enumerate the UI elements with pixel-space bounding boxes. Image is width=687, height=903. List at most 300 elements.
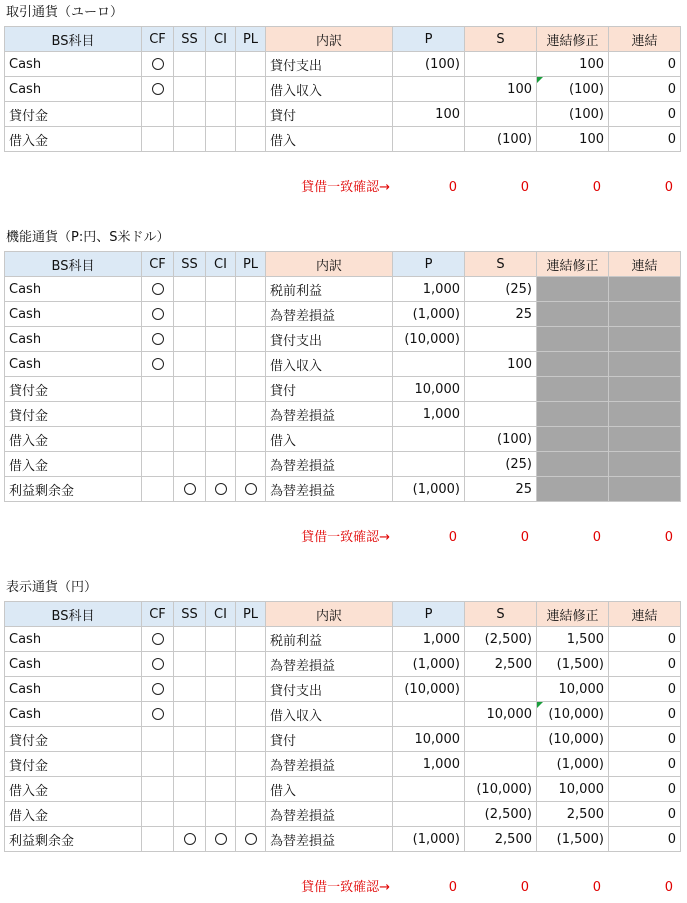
- ss-cell[interactable]: [174, 702, 206, 727]
- column-header[interactable]: 連結修正: [537, 27, 609, 52]
- consolidated-cell[interactable]: 0: [609, 752, 681, 777]
- balance-check-value: 0: [664, 880, 673, 895]
- ci-cell[interactable]: [206, 827, 236, 852]
- column-header[interactable]: BS科目: [5, 252, 142, 277]
- detail-cell[interactable]: 税前利益: [266, 627, 393, 652]
- table-row: [5, 702, 681, 727]
- p-cell[interactable]: (1,000): [393, 477, 465, 502]
- section-title: 表示通貨（円）: [6, 580, 98, 595]
- balance-check-value: 0: [664, 180, 673, 195]
- s-cell[interactable]: [465, 677, 537, 702]
- pl-cell[interactable]: [236, 277, 266, 302]
- adjustment-cell[interactable]: (100): [537, 102, 609, 127]
- table-row: [5, 377, 681, 402]
- header-row: [5, 27, 681, 52]
- cf-cell[interactable]: [142, 752, 174, 777]
- adjustment-cell[interactable]: [537, 377, 609, 402]
- ss-cell[interactable]: [174, 277, 206, 302]
- cf-cell[interactable]: [142, 652, 174, 677]
- s-cell[interactable]: 2,500: [465, 652, 537, 677]
- consolidated-cell[interactable]: 0: [609, 102, 681, 127]
- account-cell[interactable]: Cash: [5, 652, 142, 677]
- consolidated-cell[interactable]: 0: [609, 677, 681, 702]
- balance-check-row: [0, 878, 687, 898]
- table-row: [5, 327, 681, 352]
- table-row: [5, 277, 681, 302]
- consolidated-cell[interactable]: 0: [609, 702, 681, 727]
- consolidated-cell[interactable]: 0: [609, 652, 681, 677]
- account-cell[interactable]: Cash: [5, 52, 142, 77]
- adjustment-cell[interactable]: [537, 427, 609, 452]
- p-cell[interactable]: 1,000: [393, 402, 465, 427]
- table-row: [5, 452, 681, 477]
- p-cell[interactable]: [393, 702, 465, 727]
- balance-check-value: 0: [520, 880, 529, 895]
- circle-mark-icon: [215, 833, 227, 845]
- consolidated-cell[interactable]: [609, 427, 681, 452]
- detail-cell[interactable]: 借入収入: [266, 352, 393, 377]
- account-cell[interactable]: 貸付金: [5, 102, 142, 127]
- ss-cell[interactable]: [174, 402, 206, 427]
- detail-cell[interactable]: 税前利益: [266, 277, 393, 302]
- p-cell[interactable]: 1,000: [393, 277, 465, 302]
- consolidated-cell[interactable]: 0: [609, 127, 681, 152]
- column-header[interactable]: 連結修正: [537, 602, 609, 627]
- ss-cell[interactable]: [174, 752, 206, 777]
- cf-cell[interactable]: [142, 627, 174, 652]
- cf-cell[interactable]: [142, 452, 174, 477]
- p-cell[interactable]: (1,000): [393, 827, 465, 852]
- adjustment-cell[interactable]: (1,500): [537, 827, 609, 852]
- cf-cell[interactable]: [142, 127, 174, 152]
- adjustment-cell[interactable]: (10,000): [537, 727, 609, 752]
- balance-check-row: [0, 178, 687, 198]
- consolidated-cell[interactable]: [609, 477, 681, 502]
- column-header[interactable]: SS: [174, 602, 206, 627]
- s-cell[interactable]: [465, 377, 537, 402]
- table-row: [5, 652, 681, 677]
- account-cell[interactable]: 利益剰余金: [5, 477, 142, 502]
- column-header[interactable]: PL: [236, 27, 266, 52]
- adjustment-cell[interactable]: 1,500: [537, 627, 609, 652]
- pl-cell[interactable]: [236, 302, 266, 327]
- s-cell[interactable]: 100: [465, 77, 537, 102]
- s-cell[interactable]: 10,000: [465, 702, 537, 727]
- ci-cell[interactable]: [206, 477, 236, 502]
- column-header[interactable]: PL: [236, 252, 266, 277]
- balance-check-value: 0: [592, 180, 601, 195]
- ss-cell[interactable]: [174, 102, 206, 127]
- p-cell[interactable]: [393, 427, 465, 452]
- table-row: [5, 52, 681, 77]
- ci-cell[interactable]: [206, 727, 236, 752]
- column-header[interactable]: CF: [142, 602, 174, 627]
- cf-cell[interactable]: [142, 52, 174, 77]
- column-header[interactable]: S: [465, 27, 537, 52]
- adjustment-cell[interactable]: [537, 402, 609, 427]
- account-cell[interactable]: Cash: [5, 627, 142, 652]
- cf-cell[interactable]: [142, 402, 174, 427]
- s-cell[interactable]: [465, 402, 537, 427]
- ci-cell[interactable]: [206, 752, 236, 777]
- table-row: [5, 127, 681, 152]
- ss-cell[interactable]: [174, 727, 206, 752]
- detail-cell[interactable]: 貸付: [266, 102, 393, 127]
- adjustment-cell[interactable]: (10,000): [537, 702, 609, 727]
- detail-cell[interactable]: 為替差損益: [266, 452, 393, 477]
- account-cell[interactable]: 貸付金: [5, 402, 142, 427]
- adjustment-cell[interactable]: [537, 352, 609, 377]
- table-row: [5, 402, 681, 427]
- balance-check-value: 0: [448, 880, 457, 895]
- pl-cell[interactable]: [236, 777, 266, 802]
- column-header[interactable]: 内訳: [266, 602, 393, 627]
- p-cell[interactable]: (10,000): [393, 677, 465, 702]
- balance-check-label: 貸借一致確認→: [301, 880, 390, 895]
- account-cell[interactable]: 借入金: [5, 427, 142, 452]
- adjustment-cell[interactable]: [537, 452, 609, 477]
- detail-cell[interactable]: 借入: [266, 777, 393, 802]
- account-cell[interactable]: Cash: [5, 327, 142, 352]
- column-header[interactable]: S: [465, 602, 537, 627]
- ss-cell[interactable]: [174, 777, 206, 802]
- pl-cell[interactable]: [236, 677, 266, 702]
- account-cell[interactable]: Cash: [5, 77, 142, 102]
- ci-cell[interactable]: [206, 327, 236, 352]
- p-cell[interactable]: [393, 352, 465, 377]
- table-row: [5, 677, 681, 702]
- pl-cell[interactable]: [236, 627, 266, 652]
- pl-cell[interactable]: [236, 827, 266, 852]
- detail-cell[interactable]: 為替差損益: [266, 802, 393, 827]
- detail-cell[interactable]: 為替差損益: [266, 302, 393, 327]
- cf-cell[interactable]: [142, 727, 174, 752]
- column-header[interactable]: 連結: [609, 602, 681, 627]
- account-cell[interactable]: 貸付金: [5, 752, 142, 777]
- table-row: [5, 352, 681, 377]
- ss-cell[interactable]: [174, 302, 206, 327]
- ss-cell[interactable]: [174, 327, 206, 352]
- account-cell[interactable]: 利益剰余金: [5, 827, 142, 852]
- pl-cell[interactable]: [236, 702, 266, 727]
- circle-mark-icon: [245, 833, 257, 845]
- detail-cell[interactable]: 為替差損益: [266, 477, 393, 502]
- column-header[interactable]: 内訳: [266, 27, 393, 52]
- pl-cell[interactable]: [236, 477, 266, 502]
- circle-mark-icon: [215, 483, 227, 495]
- adjustment-cell[interactable]: (1,000): [537, 752, 609, 777]
- ci-cell[interactable]: [206, 402, 236, 427]
- account-cell[interactable]: 借入金: [5, 802, 142, 827]
- column-header[interactable]: SS: [174, 27, 206, 52]
- adjustment-cell[interactable]: 100: [537, 127, 609, 152]
- column-header[interactable]: P: [393, 602, 465, 627]
- account-cell[interactable]: 借入金: [5, 452, 142, 477]
- pl-cell[interactable]: [236, 452, 266, 477]
- balance-check-value: 0: [520, 180, 529, 195]
- pl-cell[interactable]: [236, 102, 266, 127]
- cf-cell[interactable]: [142, 702, 174, 727]
- ss-cell[interactable]: [174, 352, 206, 377]
- cf-cell[interactable]: [142, 102, 174, 127]
- s-cell[interactable]: 2,500: [465, 827, 537, 852]
- ss-cell[interactable]: [174, 427, 206, 452]
- account-cell[interactable]: Cash: [5, 302, 142, 327]
- circle-mark-icon: [152, 683, 164, 695]
- balance-check-value: 0: [664, 530, 673, 545]
- column-header[interactable]: BS科目: [5, 27, 142, 52]
- account-cell[interactable]: Cash: [5, 352, 142, 377]
- ss-cell[interactable]: [174, 802, 206, 827]
- pl-cell[interactable]: [236, 652, 266, 677]
- column-header[interactable]: P: [393, 252, 465, 277]
- column-header[interactable]: 内訳: [266, 252, 393, 277]
- p-cell[interactable]: 100: [393, 102, 465, 127]
- ci-cell[interactable]: [206, 127, 236, 152]
- p-cell[interactable]: 10,000: [393, 377, 465, 402]
- ci-cell[interactable]: [206, 802, 236, 827]
- consolidated-cell[interactable]: [609, 352, 681, 377]
- pl-cell[interactable]: [236, 327, 266, 352]
- p-cell[interactable]: [393, 452, 465, 477]
- s-cell[interactable]: 25: [465, 477, 537, 502]
- account-cell[interactable]: Cash: [5, 702, 142, 727]
- detail-cell[interactable]: 借入収入: [266, 702, 393, 727]
- column-header[interactable]: BS科目: [5, 602, 142, 627]
- ss-cell[interactable]: [174, 452, 206, 477]
- cf-cell[interactable]: [142, 327, 174, 352]
- column-header[interactable]: 連結: [609, 27, 681, 52]
- balance-check-value: 0: [592, 530, 601, 545]
- s-cell[interactable]: (2,500): [465, 627, 537, 652]
- cf-cell[interactable]: [142, 677, 174, 702]
- p-cell[interactable]: (100): [393, 52, 465, 77]
- column-header[interactable]: CI: [206, 602, 236, 627]
- circle-mark-icon: [152, 708, 164, 720]
- consolidated-cell[interactable]: 0: [609, 77, 681, 102]
- data-table: [4, 601, 681, 852]
- balance-check-label: 貸借一致確認→: [301, 530, 390, 545]
- column-header[interactable]: SS: [174, 252, 206, 277]
- pl-cell[interactable]: [236, 352, 266, 377]
- circle-mark-icon: [152, 83, 164, 95]
- adjustment-cell[interactable]: 10,000: [537, 777, 609, 802]
- adjustment-cell[interactable]: [537, 327, 609, 352]
- pl-cell[interactable]: [236, 127, 266, 152]
- ci-cell[interactable]: [206, 77, 236, 102]
- adjustment-cell[interactable]: (1,500): [537, 652, 609, 677]
- cf-cell[interactable]: [142, 827, 174, 852]
- header-row: [5, 602, 681, 627]
- adjustment-cell[interactable]: 2,500: [537, 802, 609, 827]
- cf-cell[interactable]: [142, 302, 174, 327]
- table-row: [5, 752, 681, 777]
- pl-cell[interactable]: [236, 52, 266, 77]
- detail-cell[interactable]: 為替差損益: [266, 652, 393, 677]
- s-cell[interactable]: [465, 752, 537, 777]
- ss-cell[interactable]: [174, 652, 206, 677]
- ss-cell[interactable]: [174, 677, 206, 702]
- ci-cell[interactable]: [206, 352, 236, 377]
- ss-cell[interactable]: [174, 827, 206, 852]
- circle-mark-icon: [245, 483, 257, 495]
- pl-cell[interactable]: [236, 727, 266, 752]
- detail-cell[interactable]: 貸付支出: [266, 677, 393, 702]
- ci-cell[interactable]: [206, 627, 236, 652]
- pl-cell[interactable]: [236, 377, 266, 402]
- circle-mark-icon: [152, 308, 164, 320]
- adjustment-cell[interactable]: [537, 277, 609, 302]
- ss-cell[interactable]: [174, 127, 206, 152]
- adjustment-cell[interactable]: 100: [537, 52, 609, 77]
- p-cell[interactable]: [393, 777, 465, 802]
- consolidated-cell[interactable]: [609, 377, 681, 402]
- pl-cell[interactable]: [236, 752, 266, 777]
- column-header[interactable]: CI: [206, 252, 236, 277]
- s-cell[interactable]: [465, 102, 537, 127]
- p-cell[interactable]: [393, 127, 465, 152]
- detail-cell[interactable]: 借入: [266, 127, 393, 152]
- ss-cell[interactable]: [174, 377, 206, 402]
- balance-check-row: [0, 528, 687, 548]
- column-header[interactable]: CI: [206, 27, 236, 52]
- adjustment-cell[interactable]: [537, 477, 609, 502]
- balance-check-value: 0: [448, 530, 457, 545]
- consolidated-cell[interactable]: [609, 452, 681, 477]
- circle-mark-icon: [152, 358, 164, 370]
- p-cell[interactable]: 10,000: [393, 727, 465, 752]
- consolidated-cell[interactable]: [609, 302, 681, 327]
- ci-cell[interactable]: [206, 677, 236, 702]
- table-row: [5, 727, 681, 752]
- p-cell[interactable]: (1,000): [393, 302, 465, 327]
- account-cell[interactable]: 貸付金: [5, 377, 142, 402]
- column-header[interactable]: 連結: [609, 252, 681, 277]
- cf-cell[interactable]: [142, 427, 174, 452]
- balance-check-label: 貸借一致確認→: [301, 180, 390, 195]
- cf-cell[interactable]: [142, 277, 174, 302]
- detail-cell[interactable]: 為替差損益: [266, 752, 393, 777]
- s-cell[interactable]: 25: [465, 302, 537, 327]
- ci-cell[interactable]: [206, 452, 236, 477]
- s-cell[interactable]: (25): [465, 277, 537, 302]
- account-cell[interactable]: Cash: [5, 677, 142, 702]
- balance-check-value: 0: [448, 180, 457, 195]
- cf-cell[interactable]: [142, 802, 174, 827]
- cf-cell[interactable]: [142, 377, 174, 402]
- consolidated-cell[interactable]: [609, 327, 681, 352]
- s-cell[interactable]: (10,000): [465, 777, 537, 802]
- ci-cell[interactable]: [206, 377, 236, 402]
- cf-cell[interactable]: [142, 777, 174, 802]
- circle-mark-icon: [184, 833, 196, 845]
- detail-cell[interactable]: 借入収入: [266, 77, 393, 102]
- data-table: [4, 26, 681, 152]
- consolidated-cell[interactable]: 0: [609, 827, 681, 852]
- table-row: [5, 827, 681, 852]
- ci-cell[interactable]: [206, 777, 236, 802]
- detail-cell[interactable]: 為替差損益: [266, 402, 393, 427]
- s-cell[interactable]: (2,500): [465, 802, 537, 827]
- ss-cell[interactable]: [174, 77, 206, 102]
- pl-cell[interactable]: [236, 77, 266, 102]
- s-cell[interactable]: (25): [465, 452, 537, 477]
- ci-cell[interactable]: [206, 52, 236, 77]
- ss-cell[interactable]: [174, 477, 206, 502]
- detail-cell[interactable]: 貸付: [266, 727, 393, 752]
- account-cell[interactable]: 貸付金: [5, 727, 142, 752]
- consolidated-cell[interactable]: 0: [609, 627, 681, 652]
- s-cell[interactable]: [465, 52, 537, 77]
- cf-cell[interactable]: [142, 77, 174, 102]
- consolidated-cell[interactable]: 0: [609, 802, 681, 827]
- detail-cell[interactable]: 貸付支出: [266, 327, 393, 352]
- ci-cell[interactable]: [206, 102, 236, 127]
- ss-cell[interactable]: [174, 52, 206, 77]
- ci-cell[interactable]: [206, 652, 236, 677]
- ci-cell[interactable]: [206, 702, 236, 727]
- consolidated-cell[interactable]: 0: [609, 52, 681, 77]
- table-row: [5, 102, 681, 127]
- consolidated-cell[interactable]: 0: [609, 727, 681, 752]
- ci-cell[interactable]: [206, 427, 236, 452]
- consolidated-cell[interactable]: [609, 402, 681, 427]
- section-title: 機能通貨（P:円、S米ドル）: [6, 230, 170, 245]
- p-cell[interactable]: (1,000): [393, 652, 465, 677]
- adjustment-cell[interactable]: [537, 302, 609, 327]
- p-cell[interactable]: [393, 802, 465, 827]
- p-cell[interactable]: 1,000: [393, 627, 465, 652]
- p-cell[interactable]: [393, 77, 465, 102]
- column-header[interactable]: CF: [142, 27, 174, 52]
- detail-cell[interactable]: 貸付: [266, 377, 393, 402]
- column-header[interactable]: CF: [142, 252, 174, 277]
- adjustment-cell[interactable]: 10,000: [537, 677, 609, 702]
- s-cell[interactable]: [465, 727, 537, 752]
- column-header[interactable]: 連結修正: [537, 252, 609, 277]
- account-cell[interactable]: Cash: [5, 277, 142, 302]
- p-cell[interactable]: (10,000): [393, 327, 465, 352]
- detail-cell[interactable]: 貸付支出: [266, 52, 393, 77]
- detail-cell[interactable]: 借入: [266, 427, 393, 452]
- table-row: [5, 802, 681, 827]
- column-header[interactable]: PL: [236, 602, 266, 627]
- s-cell[interactable]: [465, 327, 537, 352]
- header-row: [5, 252, 681, 277]
- pl-cell[interactable]: [236, 402, 266, 427]
- column-header[interactable]: S: [465, 252, 537, 277]
- consolidated-cell[interactable]: 0: [609, 777, 681, 802]
- ci-cell[interactable]: [206, 277, 236, 302]
- ss-cell[interactable]: [174, 627, 206, 652]
- pl-cell[interactable]: [236, 427, 266, 452]
- cf-cell[interactable]: [142, 352, 174, 377]
- ci-cell[interactable]: [206, 302, 236, 327]
- detail-cell[interactable]: 為替差損益: [266, 827, 393, 852]
- s-cell[interactable]: (100): [465, 127, 537, 152]
- cf-cell[interactable]: [142, 477, 174, 502]
- account-cell[interactable]: 借入金: [5, 777, 142, 802]
- s-cell[interactable]: (100): [465, 427, 537, 452]
- column-header[interactable]: P: [393, 27, 465, 52]
- account-cell[interactable]: 借入金: [5, 127, 142, 152]
- adjustment-cell[interactable]: (100): [537, 77, 609, 102]
- circle-mark-icon: [152, 658, 164, 670]
- s-cell[interactable]: 100: [465, 352, 537, 377]
- consolidated-cell[interactable]: [609, 277, 681, 302]
- p-cell[interactable]: 1,000: [393, 752, 465, 777]
- pl-cell[interactable]: [236, 802, 266, 827]
